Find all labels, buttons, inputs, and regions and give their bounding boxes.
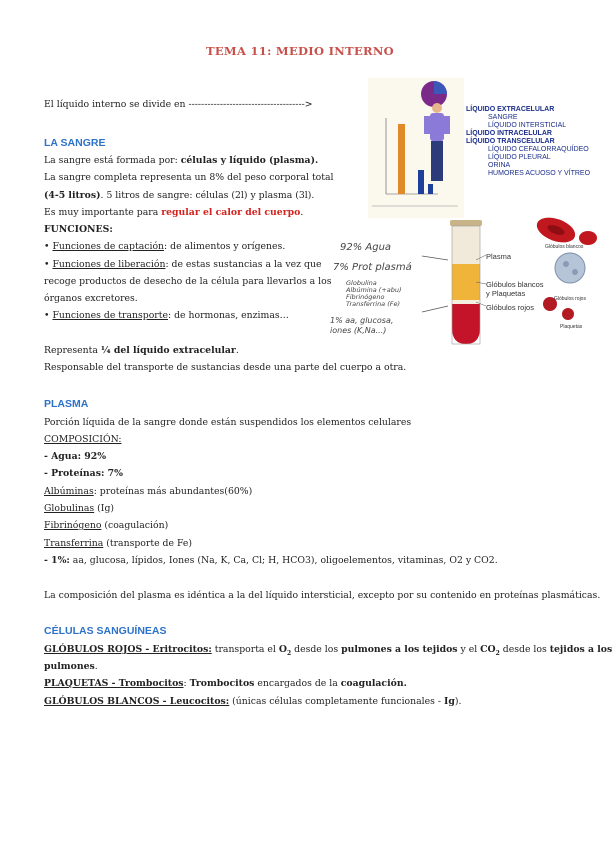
cells-label-gb: Glóbulos blancos [545, 244, 584, 250]
text-underlined-bold: PLAQUETAS - Trombocitos [44, 678, 184, 689]
composicion-note: La composición del plasma es idéntica a la del líquido intersticial, excepto por su contenido en proteínas plasmáticas. [44, 590, 601, 601]
hand-fibrinogeno: Fibrinógeno [346, 293, 385, 301]
text: (transporte de Fe) [103, 538, 193, 549]
text: Es muy importante para [44, 207, 162, 218]
legend-intracelular: LÍQUIDO INTRACELULAR [466, 130, 552, 137]
legend-extracelular: LÍQUIDO EXTRACELULAR [466, 106, 555, 113]
text-underlined: Transferrina [44, 538, 104, 549]
text-bold: (4-5 litros) [44, 190, 101, 201]
sangre-line-3 [44, 189, 314, 202]
representa-line [44, 344, 239, 357]
funcion-transporte [44, 309, 289, 322]
fluid-legend [466, 106, 590, 178]
text: : [183, 678, 190, 689]
text: desde los [499, 644, 550, 655]
globulos-rojos-line-2 [44, 660, 98, 673]
text: . 5 litros de sangre: células (2l) y plasma (3l). [100, 190, 315, 201]
section-heading-sangre: LA SANGRE [44, 137, 106, 149]
funciones-label: FUNCIONES: [44, 224, 113, 235]
person-head [432, 103, 442, 113]
text-underlined: Fibrinógeno [44, 520, 102, 531]
sangre-line-4 [44, 206, 303, 219]
responsable-line: Responsable del transporte de sustancias desde una parte del cuerpo a otra. [44, 362, 407, 373]
text: aa, glucosa, lípidos, Iones (Na, K, Ca, Cl; H, HCO3), oligoelementos, vitaminas, O2 y CO2. [69, 555, 498, 566]
text-bold: Trombocitos [189, 678, 255, 689]
text: (únicas células completamente funcionales - [229, 696, 444, 707]
bar-intracellular [398, 124, 405, 194]
person-arm-right [444, 116, 450, 134]
text: Representa [44, 345, 101, 356]
funcion-captacion [44, 240, 285, 253]
globulos-blancos-line [44, 695, 461, 708]
text-underlined: Globulinas [44, 503, 95, 514]
tube-rim [450, 220, 482, 226]
funcion-liberacion-line-3: órganos excretores. [44, 293, 138, 304]
person-pants [431, 141, 443, 181]
plaquetas-line [44, 677, 407, 690]
legend-intersticial: LÍQUIDO INTERSTICIAL [488, 122, 567, 129]
text: : de estas sustancias a la vez que [165, 259, 322, 270]
text: CO [480, 644, 496, 655]
o2-formula [279, 644, 291, 655]
cells-label-gr: Glóbulos rojos [554, 296, 586, 302]
figure-background [368, 78, 464, 218]
text-bold: coagulación. [340, 678, 407, 689]
bullet: • [44, 241, 50, 252]
text: encargados de la [254, 678, 341, 689]
white-cell-texture-2 [572, 269, 578, 275]
fibrinogeno-line [44, 519, 168, 532]
hand-note-prot: 7% Prot plasmá [333, 262, 412, 273]
page-title: TEMA 11: MEDIO INTERNO [206, 44, 394, 58]
person-shirt [430, 113, 444, 141]
text: y el [457, 644, 481, 655]
section-heading-plasma: PLASMA [44, 398, 89, 410]
white-cell [555, 253, 585, 283]
sangre-line-2: La sangre completa representa un 8% del peso corporal total [44, 172, 334, 183]
text-bold: tejidos a los [549, 644, 612, 655]
section-heading-celulas: CÉLULAS SANGUÍNEAS [44, 625, 167, 637]
tube-label-gr: Glóbulos rojos [486, 303, 534, 312]
hand-note-agua: 92% Agua [340, 242, 392, 253]
text-bold: células y líquido (plasma). [180, 155, 319, 166]
globulos-rojos-line [44, 643, 612, 660]
subscript: 2 [495, 649, 500, 657]
cells-label-pl: Plaquetas [560, 324, 583, 330]
text-underlined-bold: GLÓBULOS ROJOS - Eritrocitos: [44, 644, 212, 655]
proteinas-line: - Proteínas: 7% [44, 468, 123, 479]
line-gb [476, 282, 486, 284]
hand-transferrina: Transferrina (Fe) [346, 300, 401, 308]
legend-sangre: SANGRE [488, 114, 518, 121]
funcion-liberacion-line-2: recoge productos de desecho de la célula para llevarlos a los [44, 276, 332, 287]
text: desde los [291, 644, 342, 655]
arrow-gr [422, 306, 448, 312]
text-underlined: Funciones de liberación [52, 259, 166, 270]
transferrina-line [44, 537, 192, 550]
hand-iones: iones (K,Na...) [330, 326, 387, 335]
text: . [300, 207, 304, 218]
text-bold: pulmones [44, 661, 95, 672]
text-underlined: Albúminas [44, 486, 94, 497]
agua-line: - Agua: 92% [44, 451, 107, 462]
text-underlined: Funciones de captación [52, 241, 165, 252]
text: ). [454, 696, 462, 707]
line-plasma [476, 255, 486, 260]
bar-interstitial [418, 170, 424, 194]
text-underlined-bold: GLÓBULOS BLANCOS - Leucocitos: [44, 696, 230, 707]
hand-globulina: Globulina [346, 279, 377, 287]
text-bold: pulmones a los tejidos [341, 644, 458, 655]
hand-albumina: Albúmina (+abu) [346, 286, 402, 294]
red-cell-2 [579, 231, 597, 245]
legend-humores: HUMORES ACUOSO Y VÍTREO [488, 170, 591, 177]
text: transporta el [211, 644, 279, 655]
blood-cells-figure [528, 216, 598, 334]
composicion-label: COMPOSICIÓN: [44, 434, 122, 445]
white-cell-texture-1 [563, 261, 569, 267]
hand-aa: 1% aa, glucosa, [330, 316, 394, 325]
legend-transcelular: LÍQUIDO TRANSCELULAR [466, 138, 555, 145]
tube-label-gb-1: Glóbulos blancos [486, 280, 544, 289]
text: La sangre está formada por: [44, 155, 181, 166]
text-underlined: Funciones de transporte [52, 310, 168, 321]
hand-arrows [420, 248, 450, 328]
line-gr [476, 302, 486, 306]
legend-cefalo: LÍQUIDO CEFALORRAQUÍDEO [488, 146, 589, 153]
legend-orina: ORINA [488, 162, 511, 169]
intro-line: El líquido interno se divide en -------------------------------------> [44, 99, 313, 110]
bullet: • [44, 310, 50, 321]
text: . [94, 661, 98, 672]
tube-label-plasma: Plasma [486, 252, 512, 261]
person-arm-left [424, 116, 430, 134]
text: (Ig) [94, 503, 115, 514]
text: : proteínas más abundantes(60%) [93, 486, 253, 497]
text-bold: Ig [443, 696, 455, 707]
tube-label-gb-2: y Plaquetas [486, 289, 526, 298]
bullet: • [44, 259, 50, 270]
text-highlight: regular el calor del cuerpo [161, 207, 301, 218]
text: : de hormonas, enzimas… [168, 310, 289, 321]
hand-note-uno [330, 316, 393, 336]
bar-plasma [428, 184, 433, 194]
platelet-2 [562, 308, 574, 320]
arrow-plasma [422, 256, 448, 260]
text: : de alimentos y orígenes. [164, 241, 286, 252]
subscript: 2 [286, 649, 292, 657]
co2-formula [480, 644, 500, 655]
tube-red-layer [452, 304, 480, 344]
plasma-desc: Porción líquida de la sangre donde están suspendidos los elementos celulares [44, 417, 412, 428]
text-bold: ¼ del líquido extracelular [100, 345, 236, 356]
globulinas-line [44, 502, 114, 515]
text-bold: - 1%: [44, 555, 70, 566]
sangre-line-1 [44, 154, 318, 167]
albuminas-line [44, 485, 252, 498]
body-fluid-figure [368, 78, 464, 218]
uno-por-ciento-line [44, 554, 498, 567]
legend-pleural: LÍQUIDO PLEURAL [488, 154, 551, 161]
tube-label-lines [476, 250, 488, 310]
hand-note-list [346, 280, 402, 308]
text: O [278, 644, 287, 655]
funcion-liberacion [44, 258, 321, 271]
text: . [235, 345, 239, 356]
text: (coagulación) [101, 520, 169, 531]
